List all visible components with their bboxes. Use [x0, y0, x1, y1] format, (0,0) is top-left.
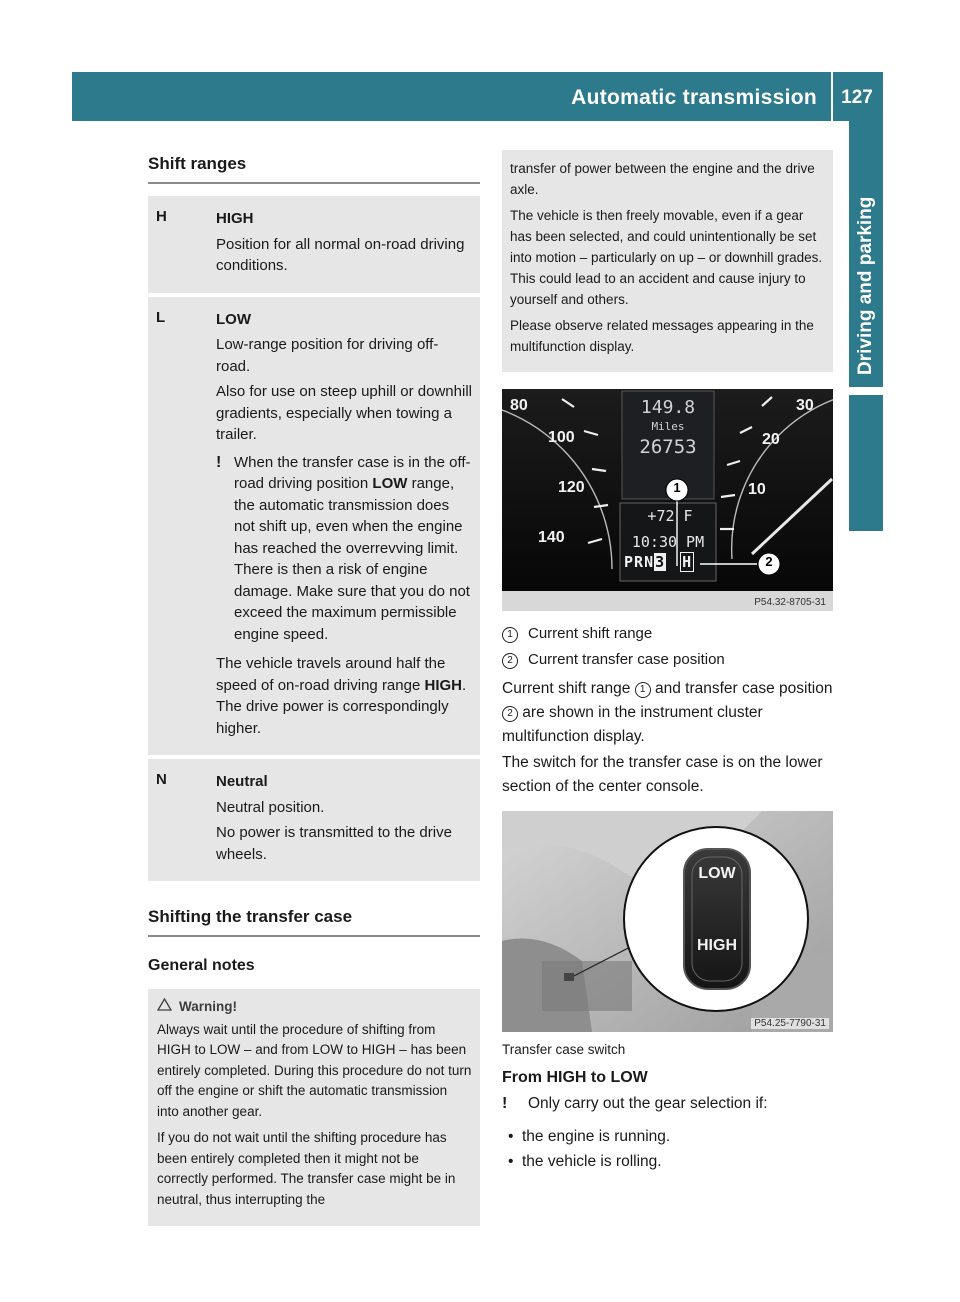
range-title: HIGH: [216, 210, 254, 227]
transfer-switch-photo: [502, 811, 833, 1032]
warning-text: Please observe related messages appearing in the multifunction display.: [510, 318, 814, 354]
section-title-shift-ranges: Shift ranges: [148, 150, 480, 184]
shift-range-table: [148, 196, 480, 881]
range-row-low: [148, 297, 480, 760]
callout-marker: 2: [502, 653, 518, 669]
caution-icon: !: [502, 1095, 508, 1112]
subsection-title: From HIGH to LOW: [502, 1069, 648, 1086]
gear-current: 3: [655, 553, 666, 571]
range-text: Position for all normal on-road driving conditions.: [216, 235, 465, 274]
header-bar: [72, 72, 883, 121]
chapter-title: Automatic transmission: [571, 86, 817, 109]
list-item: • the vehicle is rolling.: [502, 1149, 833, 1174]
subsection-title: General notes: [148, 957, 255, 974]
page-number: 127: [841, 87, 873, 108]
gear-indicator: [624, 553, 694, 571]
trip-value: 149.8: [640, 397, 696, 418]
figure-legend: [502, 621, 833, 673]
header-divider: [831, 72, 833, 121]
gear-n: N: [644, 553, 655, 571]
figure-code: P54.32-8705-31: [754, 597, 826, 608]
range-row-high: [148, 196, 480, 297]
range-text: Low-range position for driving off-road.: [216, 336, 439, 375]
legend-text: Current shift range: [528, 625, 653, 642]
rpm-tick-10: 10: [748, 481, 766, 498]
section-title-transfer-case: Shifting the transfer case: [148, 903, 480, 937]
switch-low-label: LOW: [698, 865, 736, 882]
figure-caption: Transfer case switch: [502, 1042, 626, 1057]
range-text: The vehicle travels around half the speed of on-road driving range HIGH. The drive power is correspondingly higher.: [216, 655, 467, 737]
rpm-tick-30: 30: [796, 397, 814, 414]
bullet-icon: •: [508, 1153, 514, 1170]
range-code: H: [156, 208, 167, 225]
body-text: The switch for the transfer case is on the lower section of the center console.: [502, 754, 823, 795]
odometer-value: 26753: [639, 436, 697, 458]
callout-marker: 1: [502, 627, 518, 643]
bullet-icon: •: [508, 1128, 514, 1145]
trip-unit: Miles: [651, 420, 685, 433]
range-text: Neutral position.: [216, 798, 325, 816]
range-title: LOW: [216, 310, 251, 328]
speed-tick-80: 80: [510, 397, 528, 414]
body-text: Current shift range 1 and transfer case position 2 are shown in the instrument cluster multifunction display.: [502, 680, 833, 745]
clock-time: 10:30 PM: [631, 533, 705, 551]
note-text: When the transfer case is in the off-road driving position: [234, 453, 471, 492]
right-column: [502, 150, 833, 1174]
range-code: L: [156, 308, 166, 326]
note-text: range, the automatic transmission does not shift up, even when the engine has reached the overrevving limit. There is then a risk of engine damage. Make sure that you do not exceed the maximum permissible engine speed.: [234, 475, 470, 643]
warning-continued-box: [502, 150, 833, 372]
warning-text: If you do not wait until the shifting procedure has been entirely completed then it might not be correctly performed. The transfer case might be in neutral, thus interrupting the: [157, 1130, 456, 1207]
warning-text: transfer of power between the engine and the drive axle.: [510, 161, 815, 197]
warning-text: Always wait until the procedure of shifting from HIGH to LOW – and from LOW to HIGH – has been entirely completed. During this procedure do not turn off the engine or shift the automatic transmission into another gear.: [157, 1021, 472, 1119]
callout-1: 1: [673, 480, 681, 495]
speed-tick-120: 120: [558, 479, 585, 496]
range-code: N: [156, 771, 167, 788]
switch-high-label: HIGH: [697, 937, 737, 954]
rpm-tick-20: 20: [762, 431, 780, 448]
instrument-cluster-photo: [502, 389, 833, 611]
transfer-case-indicator: H: [682, 553, 693, 571]
left-column: [148, 150, 480, 1226]
outside-temp: +72 F: [647, 507, 693, 525]
legend-text: Current transfer case position: [528, 651, 725, 668]
range-row-neutral: [148, 759, 480, 881]
warning-text: The vehicle is then freely movable, even if a gear has been selected, and could unintentionally be set into motion – particularly on up – or downhill grades. This could lead to an accident and cause injury to yourself and others.: [510, 208, 823, 307]
range-text: Also for use on steep uphill or downhill gradients, especially when towing a trailer.: [216, 383, 472, 443]
caution-note: [216, 452, 472, 646]
warning-heading: Warning!: [157, 997, 472, 1018]
range-text: No power is transmitted to the drive wheels.: [216, 824, 452, 863]
gear-p: P: [624, 553, 635, 571]
note-bold: LOW: [372, 475, 408, 492]
callout-2: 2: [765, 554, 773, 569]
side-tab-block: [849, 395, 883, 531]
figure-code: P54.25-7790-31: [751, 1018, 829, 1029]
legend-item: [502, 647, 833, 673]
warning-triangle-icon: [157, 997, 179, 1018]
warning-box: [148, 989, 480, 1226]
caution-icon: !: [216, 453, 222, 471]
caution-note: [502, 1091, 833, 1116]
gear-r: R: [634, 553, 645, 571]
list-item: • the engine is running.: [502, 1124, 833, 1149]
note-text: Only carry out the gear selection if:: [528, 1095, 768, 1112]
speed-tick-100: 100: [548, 429, 575, 446]
range-title: Neutral: [216, 773, 268, 790]
legend-item: [502, 621, 833, 647]
transfer-switch-graphic: [502, 811, 833, 1032]
side-tab-label: Driving and parking: [855, 196, 876, 375]
speed-tick-140: 140: [538, 529, 565, 546]
